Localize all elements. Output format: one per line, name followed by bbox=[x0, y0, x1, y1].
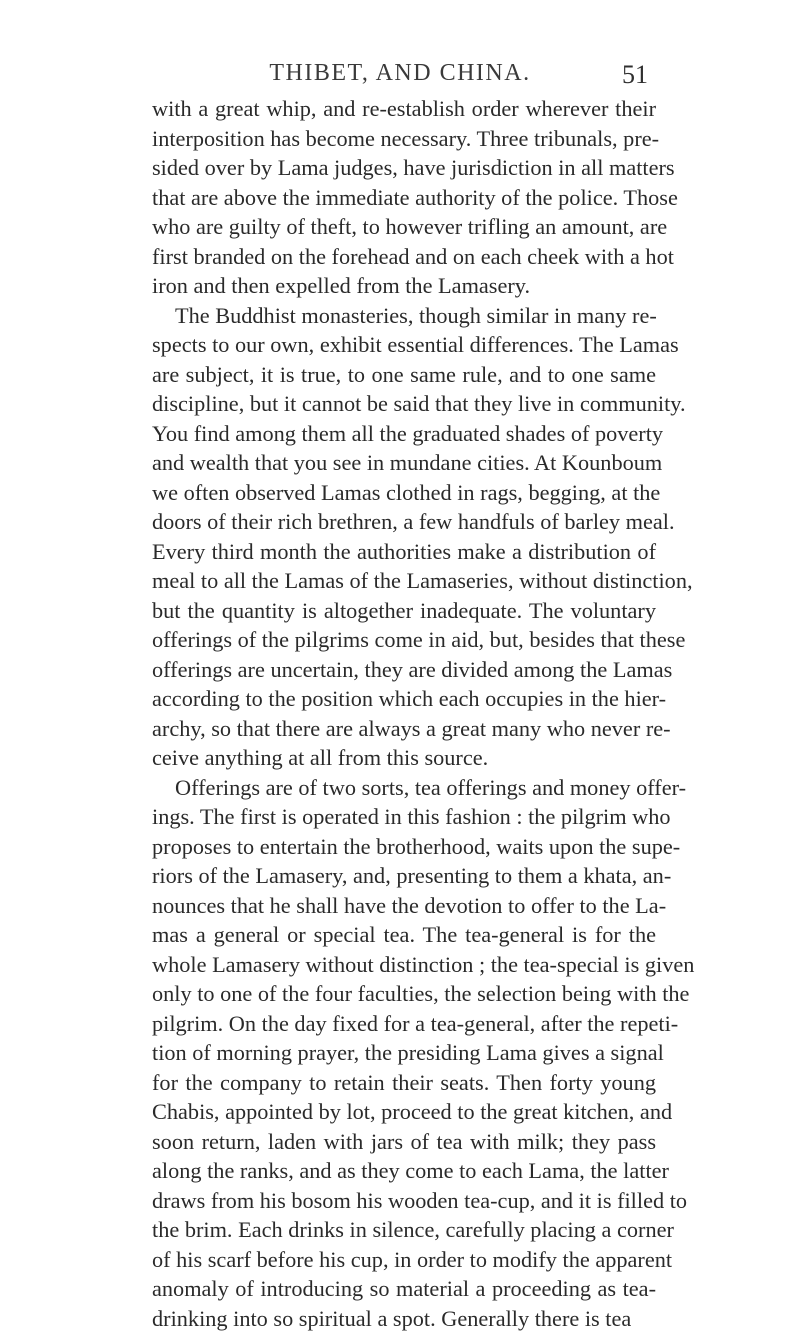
text-line: riors of the Lamasery, and, presenting to them a khata, an- bbox=[152, 861, 656, 891]
text-line: soon return, laden with jars of tea with milk; they pass bbox=[152, 1127, 656, 1157]
running-head-title: THIBET, AND CHINA. bbox=[0, 60, 800, 87]
text-line: offerings are uncertain, they are divided among the Lamas bbox=[152, 655, 656, 685]
text-line: tion of morning prayer, the presiding Lama gives a signal bbox=[152, 1038, 656, 1068]
text-line: proposes to entertain the brotherhood, waits upon the supe- bbox=[152, 832, 656, 862]
text-line: interposition has become necessary. Three tribunals, pre- bbox=[152, 124, 656, 154]
running-head bbox=[0, 60, 800, 94]
text-line: for the company to retain their seats. Then forty young bbox=[152, 1068, 656, 1098]
text-line: who are guilty of theft, to however trifling an amount, are bbox=[152, 212, 656, 242]
text-line: of his scarf before his cup, in order to modify the apparent bbox=[152, 1245, 656, 1275]
text-line: but the quantity is altogether inadequate. The voluntary bbox=[152, 596, 656, 626]
text-line: draws from his bosom his wooden tea-cup, and it is filled to bbox=[152, 1186, 656, 1216]
text-line: The Buddhist monasteries, though similar in many re- bbox=[152, 301, 656, 331]
text-line: anomaly of introducing so material a proceeding as tea- bbox=[152, 1274, 656, 1304]
text-line: whole Lamasery without distinction ; the tea-special is given bbox=[152, 950, 656, 980]
text-line: pilgrim. On the day fixed for a tea-general, after the repeti- bbox=[152, 1009, 656, 1039]
page-number: 51 bbox=[622, 60, 648, 90]
text-line: and wealth that you see in mundane cities. At Kounboum bbox=[152, 448, 656, 478]
text-line: Chabis, appointed by lot, proceed to the great kitchen, and bbox=[152, 1097, 656, 1127]
text-line: along the ranks, and as they come to each Lama, the latter bbox=[152, 1156, 656, 1186]
text-line: the brim. Each drinks in silence, carefully placing a corner bbox=[152, 1215, 656, 1245]
text-line: doors of their rich brethren, a few handfuls of barley meal. bbox=[152, 507, 656, 537]
text-line: ings. The first is operated in this fashion : the pilgrim who bbox=[152, 802, 656, 832]
text-line: that are above the immediate authority of the police. Those bbox=[152, 183, 656, 213]
text-line: meal to all the Lamas of the Lamaseries, without distinction, bbox=[152, 566, 656, 596]
text-line: ceive anything at all from this source. bbox=[152, 743, 656, 773]
text-line: mas a general or special tea. The tea-general is for the bbox=[152, 920, 656, 950]
text-line: sided over by Lama judges, have jurisdiction in all matters bbox=[152, 153, 656, 183]
text-line: You find among them all the graduated shades of poverty bbox=[152, 419, 656, 449]
text-line: offerings of the pilgrims come in aid, but, besides that these bbox=[152, 625, 656, 655]
text-line: Every third month the authorities make a distribution of bbox=[152, 537, 656, 567]
body-text bbox=[152, 94, 656, 1333]
text-line: we often observed Lamas clothed in rags, begging, at the bbox=[152, 478, 656, 508]
text-line: nounces that he shall have the devotion to offer to the La- bbox=[152, 891, 656, 921]
text-line: first branded on the forehead and on each cheek with a hot bbox=[152, 242, 656, 272]
text-line: spects to our own, exhibit essential differences. The Lamas bbox=[152, 330, 656, 360]
text-line: iron and then expelled from the Lamasery. bbox=[152, 271, 656, 301]
text-line: according to the position which each occupies in the hier- bbox=[152, 684, 656, 714]
text-line: are subject, it is true, to one same rule, and to one same bbox=[152, 360, 656, 390]
text-line: drinking into so spiritual a spot. Generally there is tea bbox=[152, 1304, 656, 1333]
text-line: Offerings are of two sorts, tea offerings and money offer- bbox=[152, 773, 656, 803]
text-line: archy, so that there are always a great many who never re- bbox=[152, 714, 656, 744]
text-line: with a great whip, and re-establish order wherever their bbox=[152, 94, 656, 124]
text-line: discipline, but it cannot be said that they live in community. bbox=[152, 389, 656, 419]
text-line: only to one of the four faculties, the selection being with the bbox=[152, 979, 656, 1009]
